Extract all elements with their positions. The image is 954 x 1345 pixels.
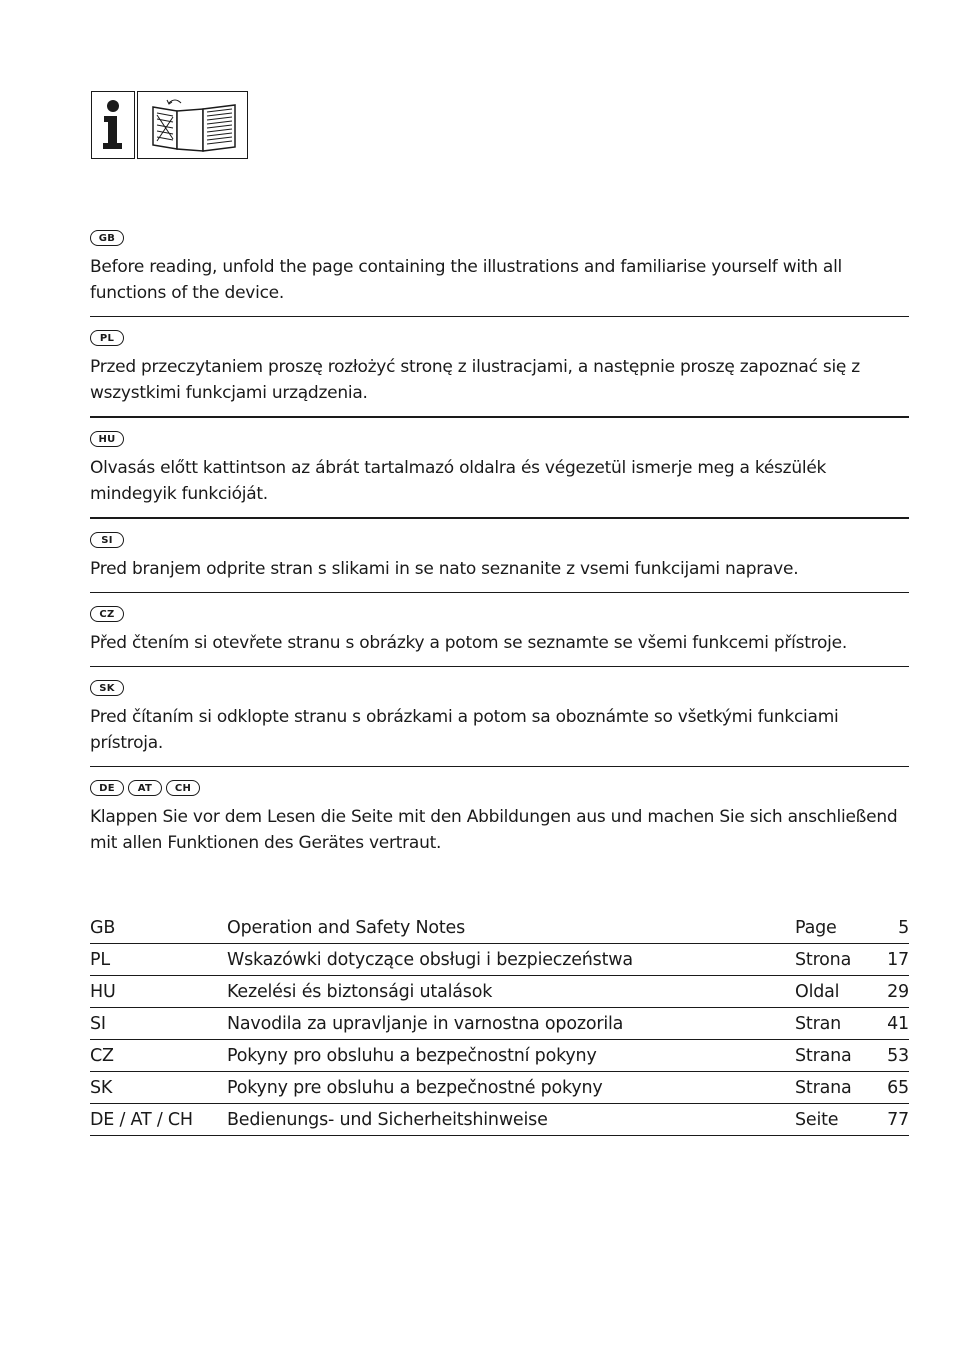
notice-cz xyxy=(90,604,909,667)
toc-row[interactable] xyxy=(90,912,909,944)
toc-page-number: 53 xyxy=(865,1040,909,1072)
toc-row[interactable] xyxy=(90,1104,909,1136)
toc-page-word: Strana xyxy=(795,1040,865,1072)
header-icons xyxy=(91,91,248,159)
language-badge: DE xyxy=(90,780,124,796)
toc-page-word: Strana xyxy=(795,1072,865,1104)
language-badge: HU xyxy=(90,431,124,447)
language-badges xyxy=(90,604,909,624)
language-badges xyxy=(90,228,909,248)
notice-pl xyxy=(90,328,909,418)
notice-de-at-ch xyxy=(90,778,909,866)
toc-language: HU xyxy=(90,976,227,1008)
toc-language: SI xyxy=(90,1008,227,1040)
toc-page-word: Stran xyxy=(795,1008,865,1040)
language-badge: CH xyxy=(166,780,200,796)
toc-language: GB xyxy=(90,912,227,944)
toc-row[interactable] xyxy=(90,976,909,1008)
toc-page-number: 65 xyxy=(865,1072,909,1104)
toc-title: Bedienungs- und Sicherheitshinweise xyxy=(227,1104,795,1136)
toc-title: Pokyny pro obsluhu a bezpečnostní pokyny xyxy=(227,1040,795,1072)
toc-language: PL xyxy=(90,944,227,976)
notice-hu xyxy=(90,429,909,519)
language-badge: AT xyxy=(128,780,162,796)
toc-title: Wskazówki dotyczące obsługi i bezpieczeństwa xyxy=(227,944,795,976)
info-icon xyxy=(91,91,135,159)
notice-text: Pred čítaním si odklopte stranu s obrázkami a potom sa oboznámte so všetkými funkciami prístroja. xyxy=(90,707,839,753)
toc-language: CZ xyxy=(90,1040,227,1072)
notices-list xyxy=(90,228,909,877)
notice-text: Before reading, unfold the page containing the illustrations and familiarise yourself with all functions of the device. xyxy=(90,257,843,303)
toc-row[interactable] xyxy=(90,1072,909,1104)
toc-title: Kezelési és biztonsági utalások xyxy=(227,976,795,1008)
language-badge: SK xyxy=(90,680,124,696)
toc-page-word: Oldal xyxy=(795,976,865,1008)
toc-page-word: Page xyxy=(795,912,865,944)
language-badges xyxy=(90,678,909,698)
toc-title: Operation and Safety Notes xyxy=(227,912,795,944)
notice-si xyxy=(90,530,909,593)
toc-page-number: 5 xyxy=(865,912,909,944)
language-badge: CZ xyxy=(90,606,124,622)
toc-page-word: Seite xyxy=(795,1104,865,1136)
table-of-contents xyxy=(90,912,909,1136)
toc-page-number: 17 xyxy=(865,944,909,976)
notice-gb xyxy=(90,228,909,317)
notice-text: Pred branjem odprite stran s slikami in se nato seznanite z vsemi funkcijami naprave. xyxy=(90,559,799,579)
language-badges xyxy=(90,778,909,798)
language-badges xyxy=(90,328,909,348)
toc-page-number: 29 xyxy=(865,976,909,1008)
unfold-page-icon xyxy=(137,91,248,159)
notice-text: Przed przeczytaniem proszę rozłożyć stronę z ilustracjami, a następnie proszę zapoznać się z wszystkimi funkcjami urządzenia. xyxy=(90,357,860,403)
toc-language: DE / AT / CH xyxy=(90,1104,227,1136)
toc-row[interactable] xyxy=(90,1040,909,1072)
language-badge: SI xyxy=(90,532,124,548)
toc-page-word: Strona xyxy=(795,944,865,976)
language-badge: GB xyxy=(90,230,124,246)
notice-text: Klappen Sie vor dem Lesen die Seite mit den Abbildungen aus und machen Sie sich anschließend mit allen Funktionen des Gerätes vertraut. xyxy=(90,807,898,853)
language-badges xyxy=(90,429,909,449)
notice-text: Olvasás előtt kattintson az ábrát tartalmazó oldalra és végezetül ismerje meg a készülék mindegyik funkcióját. xyxy=(90,458,827,504)
toc-title: Navodila za upravljanje in varnostna opozorila xyxy=(227,1008,795,1040)
toc-row[interactable] xyxy=(90,1008,909,1040)
language-badges xyxy=(90,530,909,550)
notice-text: Před čtením si otevřete stranu s obrázky a potom se seznamte se všemi funkcemi přístroje. xyxy=(90,633,848,653)
toc-title: Pokyny pre obsluhu a bezpečnostné pokyny xyxy=(227,1072,795,1104)
toc-row[interactable] xyxy=(90,944,909,976)
language-badge: PL xyxy=(90,330,124,346)
toc-page-number: 77 xyxy=(865,1104,909,1136)
toc-language: SK xyxy=(90,1072,227,1104)
notice-sk xyxy=(90,678,909,767)
toc-page-number: 41 xyxy=(865,1008,909,1040)
